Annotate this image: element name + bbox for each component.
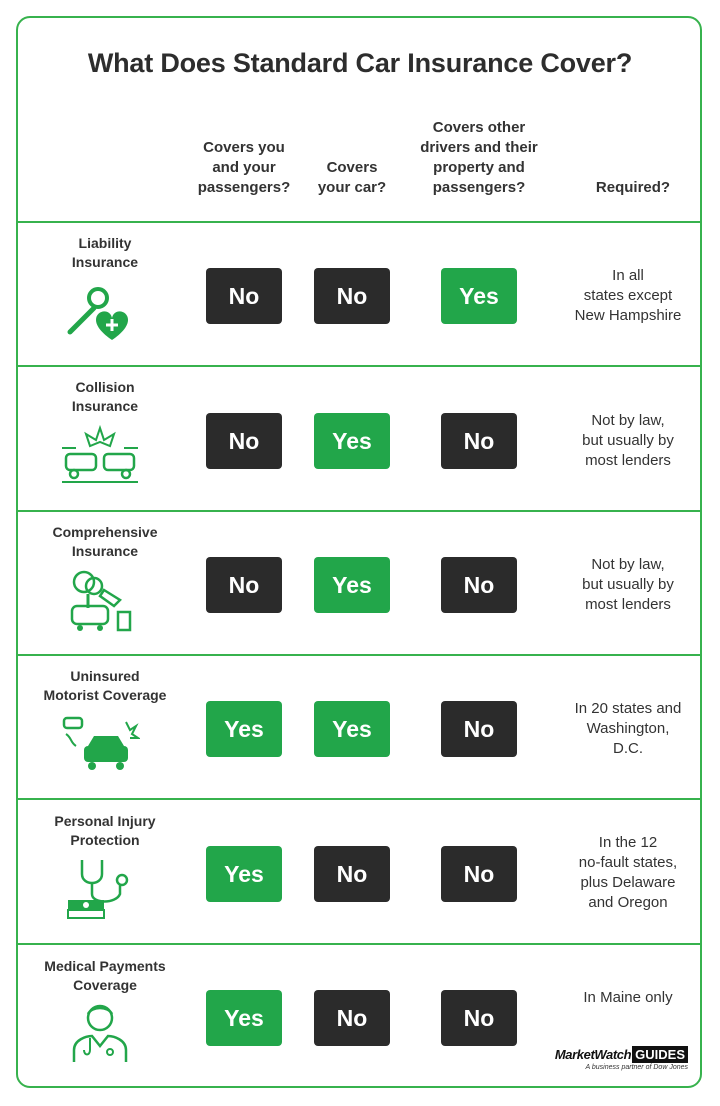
required-text: In the 12 no-fault states, plus Delaware and Oregon <box>578 834 678 911</box>
column-header-your-car: Covers your car? <box>317 159 387 196</box>
divider <box>18 221 700 223</box>
required-text: In Maine only <box>583 989 673 1006</box>
cell-you-passengers: No <box>206 268 282 324</box>
cell-other-drivers: No <box>441 846 517 902</box>
required-text: Not by law, but usually by most lenders <box>582 556 674 613</box>
cell-you-passengers: Yes <box>206 990 282 1046</box>
wrench-heart-icon <box>60 280 140 344</box>
cell-you-passengers: Yes <box>206 846 282 902</box>
cell-your-car: No <box>314 846 390 902</box>
row-label: Medical Payments Coverage <box>44 958 166 993</box>
row-label: Comprehensive Insurance <box>52 524 158 559</box>
required-text: In all states except New Hampshire <box>574 267 682 324</box>
row-label: Liability Insurance <box>71 235 139 270</box>
logo-name: MarketWatch <box>554 1047 632 1062</box>
column-header-you-passengers: Covers you and your passengers? <box>197 139 291 196</box>
row-label: Uninsured Motorist Coverage <box>43 668 167 703</box>
page-title: What Does Standard Car Insurance Cover? <box>87 48 633 78</box>
cell-you-passengers: No <box>206 413 282 469</box>
cell-other-drivers: No <box>441 990 517 1046</box>
required-text: Not by law, but usually by most lenders <box>582 412 674 469</box>
divider <box>18 798 700 800</box>
logo-tagline: A business partner of Dow Jones <box>585 1064 688 1071</box>
cell-your-car: Yes <box>314 701 390 757</box>
cell-other-drivers: No <box>441 413 517 469</box>
divider <box>18 943 700 945</box>
row-label: Collision Insurance <box>71 379 139 414</box>
cell-other-drivers: No <box>441 701 517 757</box>
row-label: Personal Injury Protection <box>54 813 156 848</box>
marketwatch-guides-logo <box>548 1046 688 1071</box>
cell-your-car: Yes <box>314 413 390 469</box>
cell-you-passengers: No <box>206 557 282 613</box>
cell-other-drivers: Yes <box>441 268 517 324</box>
car-skid-crash-icon <box>60 712 140 776</box>
cell-your-car: No <box>314 990 390 1046</box>
cell-your-car: Yes <box>314 557 390 613</box>
car-tree-icon <box>60 568 140 632</box>
divider <box>18 510 700 512</box>
divider <box>18 654 700 656</box>
cell-you-passengers: Yes <box>206 701 282 757</box>
cell-your-car: No <box>314 268 390 324</box>
stethoscope-money-icon <box>60 856 140 920</box>
cell-other-drivers: No <box>441 557 517 613</box>
doctor-icon <box>60 1000 140 1064</box>
logo-suffix: GUIDES <box>632 1046 688 1063</box>
column-header-other-drivers: Covers other drivers and their property and passengers? <box>420 119 538 196</box>
divider <box>18 365 700 367</box>
column-header-required: Required? <box>595 179 671 196</box>
car-collision-icon <box>60 424 140 488</box>
required-text: In 20 states and Washington, D.C. <box>574 700 682 757</box>
